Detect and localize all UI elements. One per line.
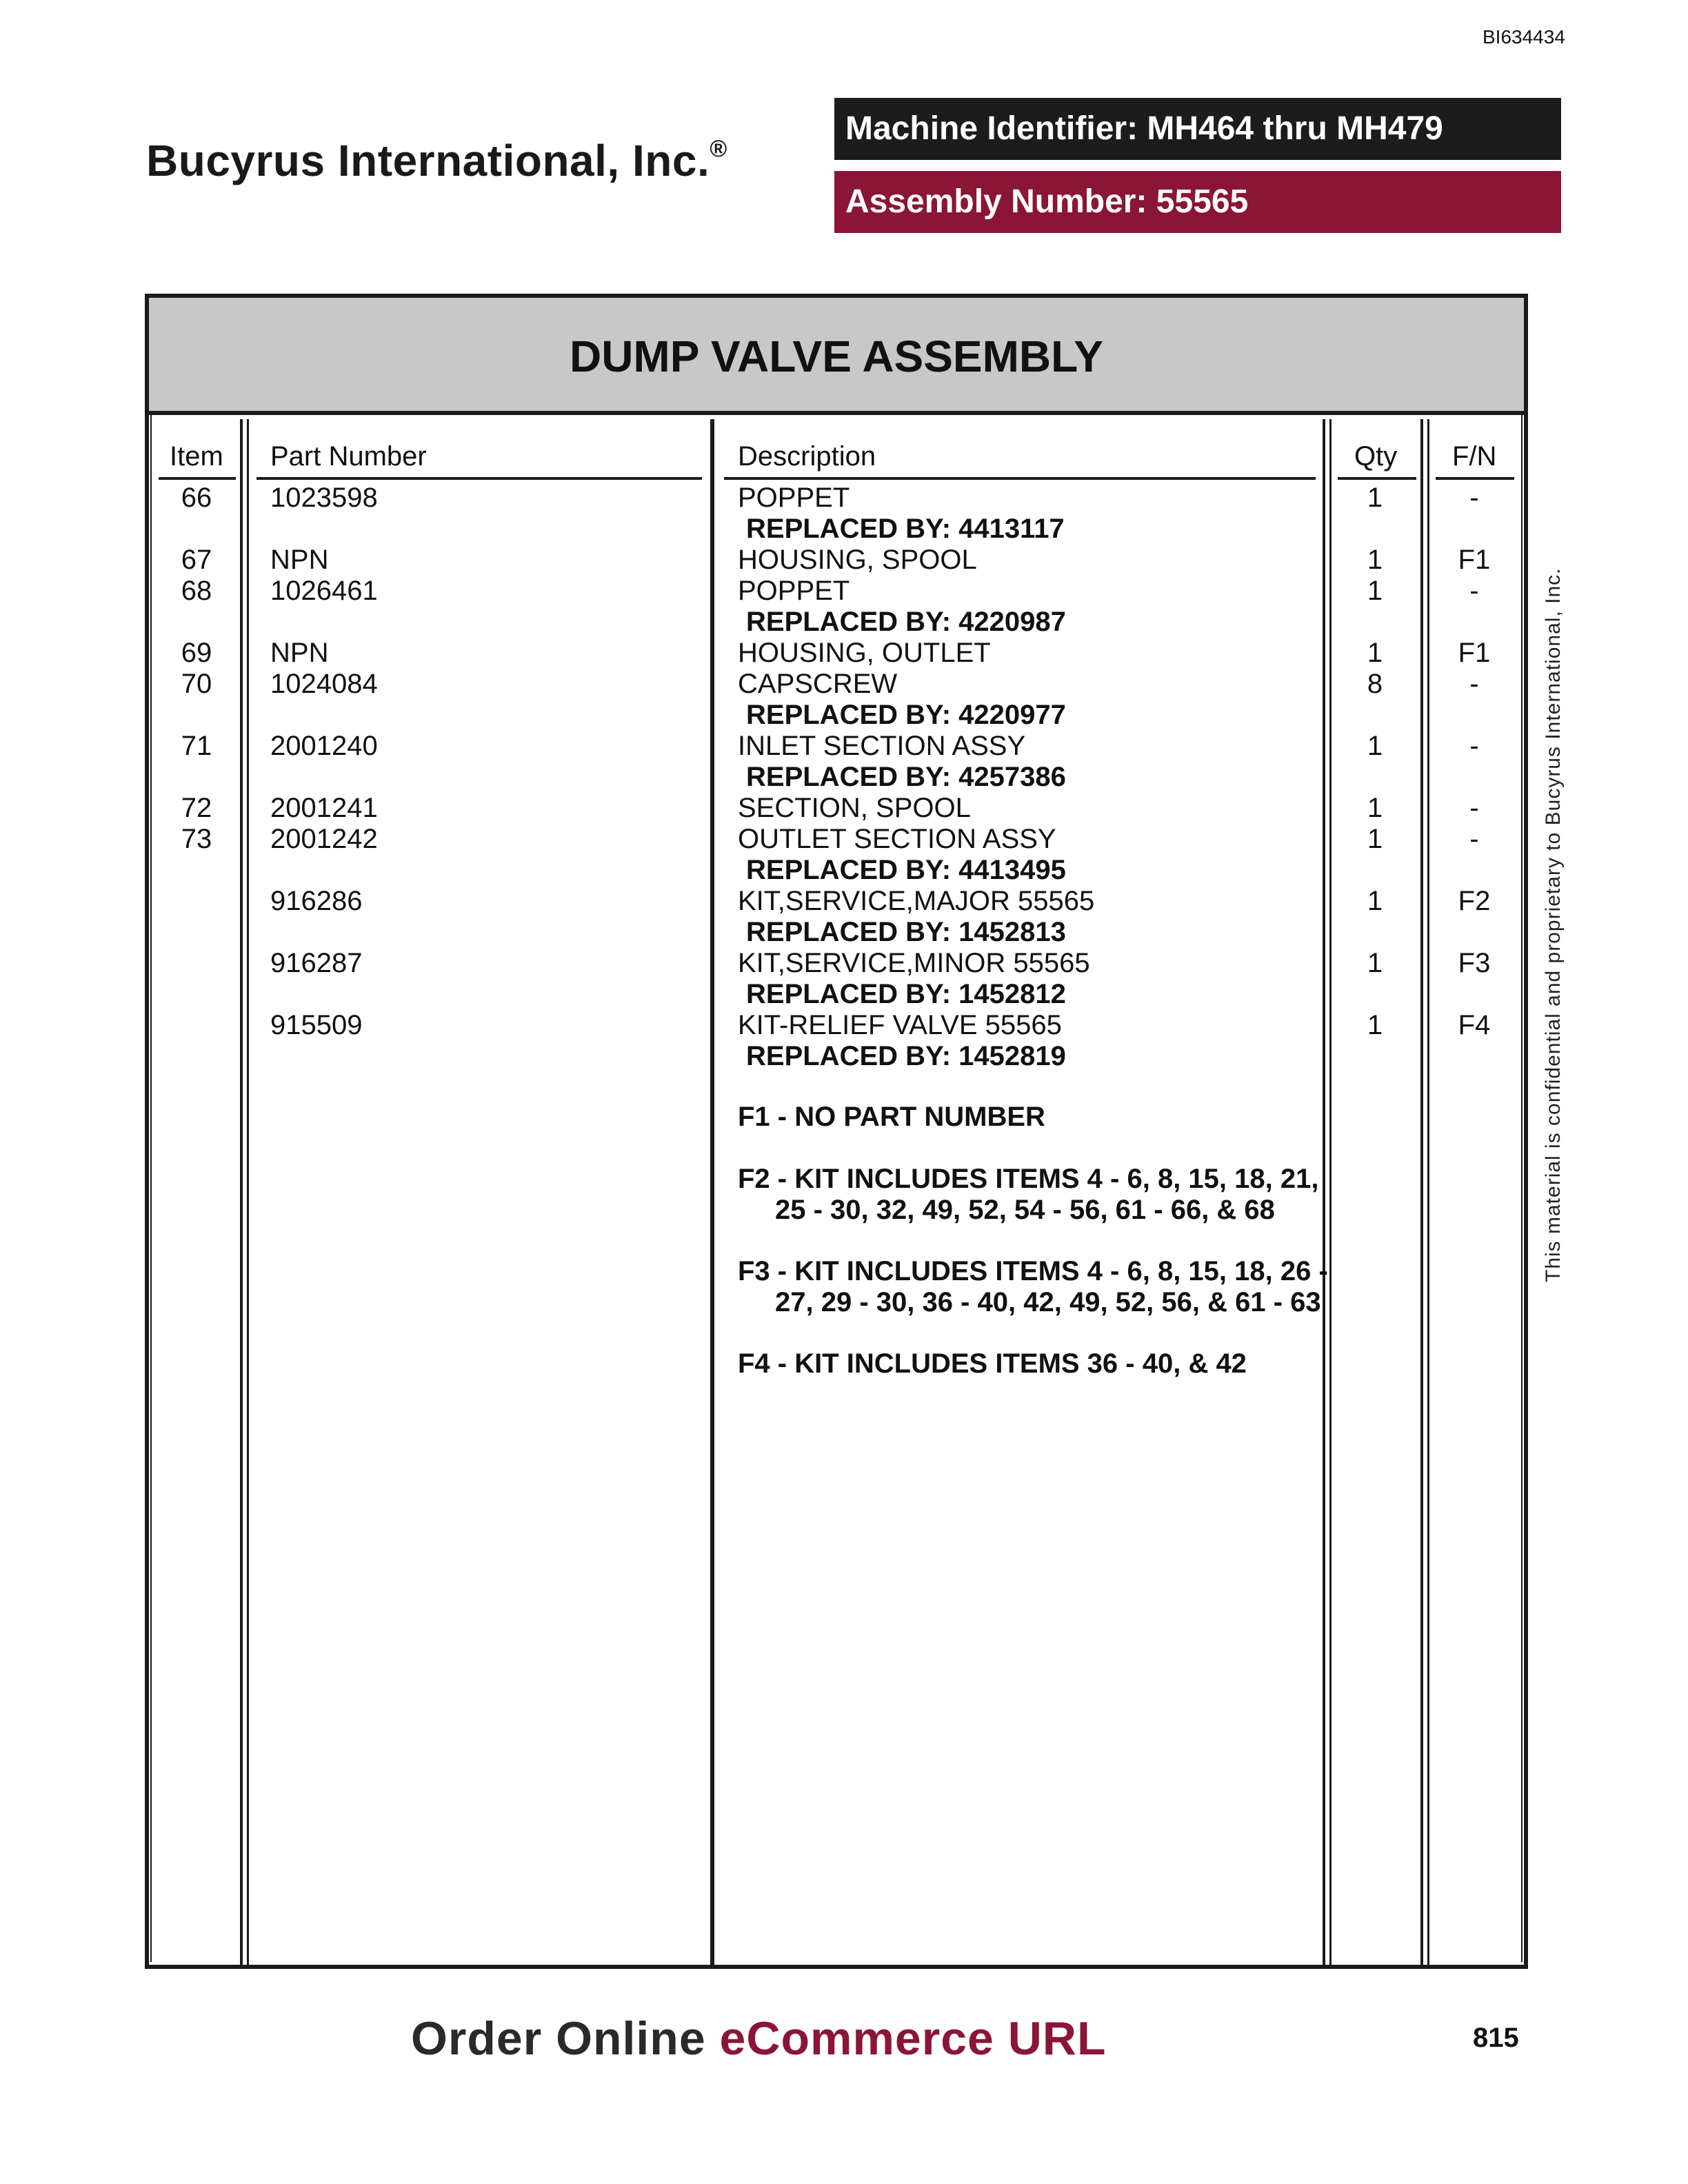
description: HOUSING, SPOOL bbox=[738, 545, 977, 575]
part-number: 916286 bbox=[270, 886, 363, 916]
assembly-number-bar: Assembly Number: 55565 bbox=[834, 171, 1561, 233]
confidentiality-notice: This material is confidential and proprietary to Bucyrus International, Inc. bbox=[1542, 567, 1565, 1282]
footnote-ref: - bbox=[1469, 793, 1479, 823]
footnote-f3-line2: 27, 29 - 30, 36 - 40, 42, 49, 52, 56, & 61 - 63 bbox=[775, 1287, 1321, 1317]
description: KIT-RELIEF VALVE 55565 bbox=[738, 1010, 1062, 1040]
description: HOUSING, OUTLET bbox=[738, 638, 991, 668]
item-number: 72 bbox=[181, 793, 212, 823]
description: SECTION, SPOOL bbox=[738, 793, 971, 823]
header-fn: F/N bbox=[1452, 441, 1497, 472]
quantity: 1 bbox=[1367, 1010, 1383, 1040]
item-number: 73 bbox=[181, 824, 212, 854]
footnote-ref: - bbox=[1469, 483, 1479, 513]
table-row bbox=[0, 886, 1688, 917]
part-number: 1023598 bbox=[270, 483, 378, 513]
replacement-row bbox=[0, 607, 1688, 638]
table-row bbox=[0, 483, 1688, 514]
footnote-f2-line2: 25 - 30, 32, 49, 52, 54 - 56, 61 - 66, & 68 bbox=[775, 1195, 1275, 1225]
replacement-row bbox=[0, 917, 1688, 948]
table-row bbox=[0, 824, 1688, 855]
part-number: 2001242 bbox=[270, 824, 378, 854]
order-online-banner[interactable] bbox=[411, 2012, 1107, 2065]
description: CAPSCREW bbox=[738, 669, 898, 699]
header-item: Item bbox=[170, 441, 223, 472]
replaced-by: REPLACED BY: 1452812 bbox=[746, 979, 1066, 1009]
header-underline bbox=[257, 477, 702, 480]
footnote-ref: - bbox=[1469, 576, 1479, 606]
quantity: 1 bbox=[1367, 483, 1383, 513]
quantity: 1 bbox=[1367, 576, 1383, 606]
quantity: 1 bbox=[1367, 545, 1383, 575]
part-number: 1026461 bbox=[270, 576, 378, 606]
assembly-title: DUMP VALVE ASSEMBLY bbox=[149, 298, 1524, 415]
description: POPPET bbox=[738, 576, 850, 606]
quantity: 1 bbox=[1367, 793, 1383, 823]
quantity: 8 bbox=[1367, 669, 1383, 699]
header-qty: Qty bbox=[1354, 441, 1398, 472]
replaced-by: REPLACED BY: 4257386 bbox=[746, 762, 1066, 792]
header-part-number: Part Number bbox=[270, 441, 427, 472]
footnote-ref: F1 bbox=[1458, 638, 1491, 668]
footnote-f4: F4 - KIT INCLUDES ITEMS 36 - 40, & 42 bbox=[738, 1348, 1247, 1379]
company-name: Bucyrus International, Inc. bbox=[146, 136, 710, 185]
table-row bbox=[0, 638, 1688, 669]
part-number: 915509 bbox=[270, 1010, 363, 1040]
description: KIT,SERVICE,MAJOR 55565 bbox=[738, 886, 1095, 916]
replacement-row bbox=[0, 855, 1688, 886]
replaced-by: REPLACED BY: 1452819 bbox=[746, 1041, 1066, 1071]
replacement-row bbox=[0, 700, 1688, 731]
header-underline bbox=[724, 477, 1316, 480]
item-number: 67 bbox=[181, 545, 212, 575]
header-underline bbox=[1338, 477, 1416, 480]
table-row bbox=[0, 669, 1688, 700]
description: KIT,SERVICE,MINOR 55565 bbox=[738, 948, 1090, 978]
item-number: 66 bbox=[181, 483, 212, 513]
ecommerce-url-link[interactable]: eCommerce URL bbox=[719, 2012, 1107, 2065]
part-number: 916287 bbox=[270, 948, 363, 978]
replaced-by: REPLACED BY: 1452813 bbox=[746, 917, 1066, 947]
footnote-ref: - bbox=[1469, 669, 1479, 699]
quantity: 1 bbox=[1367, 731, 1383, 761]
header-underline bbox=[159, 477, 236, 480]
replaced-by: REPLACED BY: 4220987 bbox=[746, 607, 1066, 637]
quantity: 1 bbox=[1367, 948, 1383, 978]
replacement-row bbox=[0, 514, 1688, 545]
company-logo-text bbox=[146, 135, 727, 186]
replaced-by: REPLACED BY: 4413117 bbox=[746, 514, 1065, 544]
part-number: 2001240 bbox=[270, 731, 378, 761]
footnote-ref: F3 bbox=[1458, 948, 1491, 978]
replacement-row bbox=[0, 979, 1688, 1010]
table-row bbox=[0, 793, 1688, 824]
quantity: 1 bbox=[1367, 638, 1383, 668]
quantity: 1 bbox=[1367, 886, 1383, 916]
footnote-ref: F4 bbox=[1458, 1010, 1491, 1040]
replacement-row bbox=[0, 1041, 1688, 1072]
description: OUTLET SECTION ASSY bbox=[738, 824, 1056, 854]
item-number: 69 bbox=[181, 638, 212, 668]
part-number: 1024084 bbox=[270, 669, 378, 699]
footnote-f1: F1 - NO PART NUMBER bbox=[738, 1102, 1045, 1132]
item-number: 70 bbox=[181, 669, 212, 699]
footnote-ref: F1 bbox=[1458, 545, 1491, 575]
footnote-f2 bbox=[738, 1164, 1318, 1226]
part-number: NPN bbox=[270, 545, 329, 575]
footnote-f2-line1: F2 - KIT INCLUDES ITEMS 4 - 6, 8, 15, 18, 21, bbox=[738, 1164, 1319, 1194]
footnote-ref: - bbox=[1469, 824, 1479, 854]
table-row bbox=[0, 1010, 1688, 1041]
machine-identifier-bar: Machine Identifier: MH464 thru MH479 bbox=[834, 98, 1561, 160]
table-row bbox=[0, 545, 1688, 576]
parts-list bbox=[0, 483, 1688, 1072]
description: POPPET bbox=[738, 483, 850, 513]
footnote-f3-line1: F3 - KIT INCLUDES ITEMS 4 - 6, 8, 15, 18, 26 - bbox=[738, 1256, 1328, 1286]
footnote-ref: F2 bbox=[1458, 886, 1491, 916]
table-row bbox=[0, 731, 1688, 762]
header-underline bbox=[1436, 477, 1514, 480]
item-number: 68 bbox=[181, 576, 212, 606]
item-number: 71 bbox=[181, 731, 212, 761]
table-row bbox=[0, 576, 1688, 607]
part-number: 2001241 bbox=[270, 793, 378, 823]
registered-mark: ® bbox=[710, 135, 727, 162]
footnote-f3 bbox=[738, 1256, 1328, 1318]
header-description: Description bbox=[738, 441, 876, 472]
replacement-row bbox=[0, 762, 1688, 793]
footnote-ref: - bbox=[1469, 731, 1479, 761]
part-number: NPN bbox=[270, 638, 329, 668]
replaced-by: REPLACED BY: 4413495 bbox=[746, 855, 1066, 885]
description: INLET SECTION ASSY bbox=[738, 731, 1026, 761]
order-online-label: Order Online bbox=[411, 2012, 706, 2065]
document-id: BI634434 bbox=[1483, 26, 1565, 48]
table-row bbox=[0, 948, 1688, 979]
replaced-by: REPLACED BY: 4220977 bbox=[746, 700, 1066, 730]
quantity: 1 bbox=[1367, 824, 1383, 854]
page-number: 815 bbox=[1473, 2023, 1519, 2053]
